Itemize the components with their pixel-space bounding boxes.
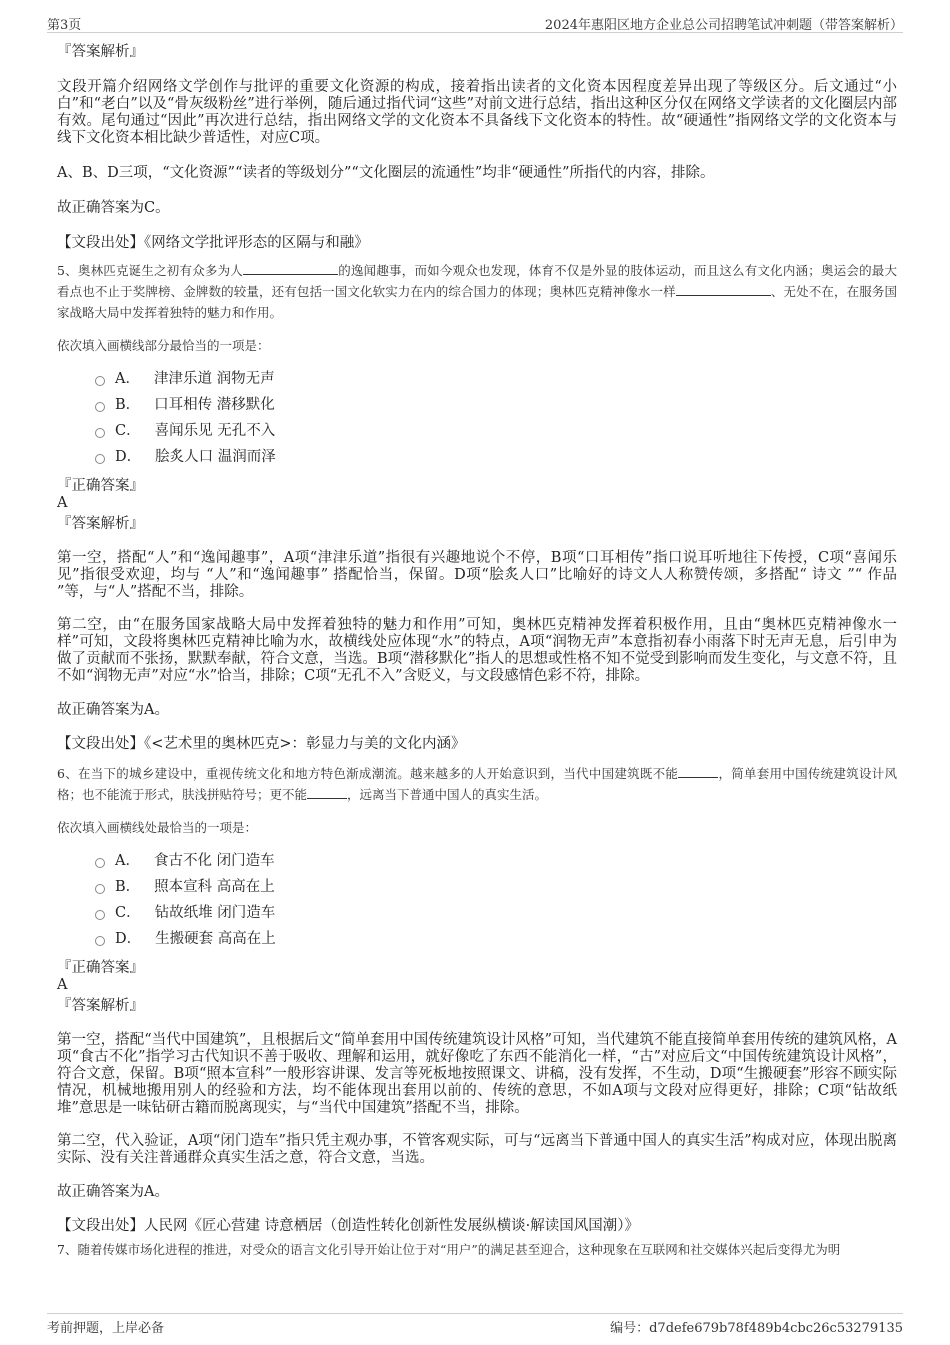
q5-source: 【文段出处】《<艺术里的奥林匹克>：彰显力与美的文化内涵》	[57, 736, 466, 752]
q6-blank-1	[678, 765, 718, 778]
prev-source: 【文段出处】《网络文学批评形态的区隔与和融》	[57, 235, 369, 251]
q5-option-b[interactable]: B． 口耳相传 潜移默化	[95, 392, 897, 418]
q6-option-a[interactable]: A． 食古不化 闭门造车	[95, 848, 897, 874]
analysis-label: 『答案解析』	[57, 44, 144, 60]
q6-blank-2	[307, 786, 347, 799]
page-number: 第3页	[47, 18, 82, 33]
radio-icon[interactable]	[95, 858, 105, 868]
q5-prompt: 依次填入画横线部分最恰当的一项是：	[57, 338, 270, 353]
q5-option-a[interactable]: A． 津津乐道 润物无声	[95, 366, 897, 392]
radio-icon[interactable]	[95, 910, 105, 920]
q7-stem: 7、随着传媒市场化进程的推进，对受众的语言文化引导开始让位于对“用户”的满足甚至迎合，这种现象在互联网和社交媒体兴起后变得尤为明	[57, 1242, 841, 1257]
q5-options	[57, 366, 897, 470]
page-footer	[47, 1313, 903, 1334]
q6-option-b[interactable]: B． 照本宣科 高高在上	[95, 874, 897, 900]
radio-icon[interactable]	[95, 936, 105, 946]
q6-conclusion: 故正确答案为A。	[57, 1184, 169, 1200]
q5-stem: 5、奥林匹克诞生之初有众多为人 的逸闻趣事，而如今观众也发现，体育不仅是外显的肢体运动，而且这么有文化内涵；奥运会的最大看点也不止于奖牌榜、金牌数的较量，还有包括一国文化软实力在内的综合国力的体现；奥林匹克精神像水一样 、无处不在，在服务国家战略大局中发挥着独特的魅力和作用。	[57, 263, 897, 320]
document-code: 编号：d7defe679b78f489b4cbc26c53279135	[610, 1321, 903, 1336]
footer-slogan: 考前押题，上岸必备	[47, 1321, 165, 1336]
document-title: 2024年惠阳区地方企业总公司招聘笔试冲刺题（带答案解析）	[544, 18, 903, 33]
radio-icon[interactable]	[95, 884, 105, 894]
q6-prompt: 依次填入画横线处最恰当的一项是：	[57, 820, 258, 835]
prev-conclusion: 故正确答案为C。	[57, 200, 170, 216]
q6-analysis-2: 第二空，代入验证，A项“闭门造车”指只凭主观办事，不管客观实际，可与“远离当下普通中国人的真实生活”构成对应，体现出脱离实际、没有关注普通群众真实生活之意，符合文意，当选。	[57, 1133, 897, 1166]
q6-option-c[interactable]: C． 钻故纸堆 闭门造车	[95, 900, 897, 926]
analysis-label: 『答案解析』	[57, 516, 144, 532]
radio-icon[interactable]	[95, 376, 105, 386]
q5-blank-1	[243, 262, 338, 275]
q5-conclusion: 故正确答案为A。	[57, 702, 169, 718]
q5-option-c[interactable]: C． 喜闻乐见 无孔不入	[95, 418, 897, 444]
page-content	[57, 44, 897, 1260]
page-header	[47, 12, 903, 33]
q5-analysis-1: 第一空，搭配“人”和“逸闻趣事”，A项“津津乐道”指很有兴趣地说个不停，B项“口耳相传”指口说耳听地往下传授，C项“喜闻乐见”指很受欢迎，均与 “人”和“逸闻趣事” 搭配恰当，保留。D项“脍炙人口”比喻好的诗文人人称赞传颂，多搭配“ 诗文 ”“ 作品 ”等，与“人”搭配不当，排除。	[57, 550, 897, 600]
prev-analysis-paragraph-2: A、B、D三项，“文化资源”“读者的等级划分”“文化圈层的流通性”均非“硬通性”所指代的内容，排除。	[57, 165, 715, 181]
q5-option-d[interactable]: D． 脍炙人口 温润而泽	[95, 444, 897, 470]
q5-answer: A	[57, 495, 68, 511]
q6-source: 【文段出处】人民网《匠心营建 诗意栖居（创造性转化创新性发展纵横谈·解读国风国潮）》	[57, 1218, 639, 1234]
radio-icon[interactable]	[95, 428, 105, 438]
q6-options	[57, 848, 897, 952]
q5-analysis-2: 第二空，由“在服务国家战略大局中发挥着独特的魅力和作用”可知，奥林匹克精神发挥着积极作用，且由“奥林匹克精神像水一样”可知，文段将奥林匹克精神比喻为水，故横线处应体现“水”的特点，A项“润物无声”本意指初春小雨落下时无声无息，后引申为做了贡献而不张扬，默默奉献，符合文意，当选。B项“潜移默化”指人的思想或性格不知不觉受到影响而发生变化，与文意不符，且不如“润物无声”对应“水”恰当，排除；C项“无孔不入”含贬义，与文段感情色彩不符，排除。	[57, 617, 897, 684]
q6-analysis-1: 第一空，搭配“当代中国建筑”，且根据后文“简单套用中国传统建筑设计风格”可知，当代建筑不能直接简单套用传统的建筑风格，A项“食古不化”指学习古代知识不善于吸收、理解和运用，就好像吃了东西不能消化一样，“古”对应后文“中国传统建筑设计风格”，符合文意，保留。B项“照本宣科”一般形容讲课、发言等死板地按照课文、讲稿，没有发挥，不生动，D项“生搬硬套”形容不顾实际情况，机械地搬用别人的经验和方法，均不能体现出套用以前的、传统的意思，不如A项与文段对应得更好，排除；C项“钻故纸堆”意思是一味钻研古籍而脱离现实，与“当代中国建筑”搭配不当，排除。	[57, 1032, 897, 1116]
q6-option-d[interactable]: D． 生搬硬套 高高在上	[95, 926, 897, 952]
answer-label: 『正确答案』	[57, 960, 144, 976]
prev-analysis-paragraph-1: 文段开篇介绍网络文学创作与批评的重要文化资源的构成，接着指出读者的文化资本因程度差异出现了等级区分。后文通过“小白”和“老白”以及“骨灰级粉丝”进行举例，随后通过指代词“这些”对前文进行总结，指出这种区分仅在网络文学读者的文化圈层内部有效。尾句通过“因此”再次进行总结，指出网络文学的文化资本不具备线下文化资本的特性。故“硬通性”指网络文学的文化资本与线下文化资本相比缺少普适性，对应C项。	[57, 79, 897, 146]
answer-label: 『正确答案』	[57, 478, 144, 494]
q6-stem: 6、在当下的城乡建设中，重视传统文化和地方特色渐成潮流。越来越多的人开始意识到，当代中国建筑既不能 ，简单套用中国传统建筑设计风格；也不能流于形式，肤浅拼贴符号；更不能 ，远离当下普通中国人的真实生活。	[57, 766, 897, 802]
radio-icon[interactable]	[95, 402, 105, 412]
analysis-label: 『答案解析』	[57, 998, 144, 1014]
q6-answer: A	[57, 977, 68, 993]
q5-blank-2	[676, 283, 771, 296]
radio-icon[interactable]	[95, 454, 105, 464]
